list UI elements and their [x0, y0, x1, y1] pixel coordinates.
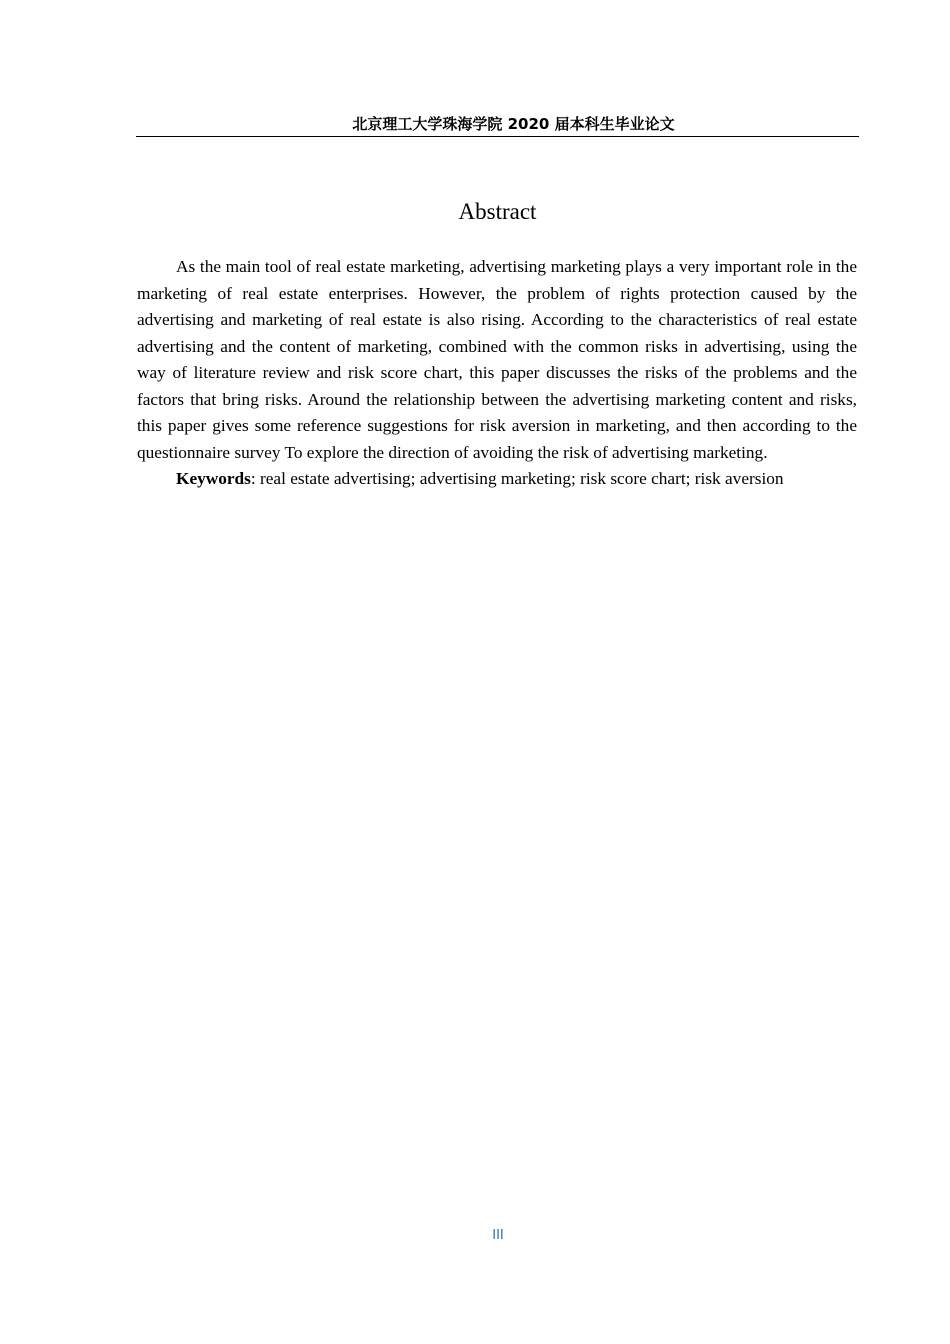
page-number: III: [492, 1228, 504, 1243]
running-header: [136, 114, 859, 137]
abstract-title: Abstract: [458, 199, 537, 224]
header-text: 北京理工大学珠海学院 2020 届本科生毕业论文: [352, 115, 675, 133]
keywords-label: Keywords: [176, 469, 251, 488]
keywords-line: [137, 466, 857, 493]
abstract-body: [137, 254, 857, 493]
keywords-text: : real estate advertising; advertising marketing; risk score chart; risk aversion: [250, 469, 784, 488]
abstract-paragraph: As the main tool of real estate marketing, advertising marketing plays a very important role in the marketing of real estate enterprises. However, the problem of rights protection caused by the advertising and marketing of real estate is also rising. According to the characteristics of real estate advertising and the content of marketing, combined with the common risks in advertising, using the way of literature review and risk score chart, this paper discusses the risks of the problems and the factors that bring risks. Around the relationship between the advertising marketing content and risks, this paper gives some reference suggestions for risk aversion in marketing, and then according to the questionnaire survey To explore the direction of avoiding the risk of advertising marketing.: [137, 257, 857, 462]
